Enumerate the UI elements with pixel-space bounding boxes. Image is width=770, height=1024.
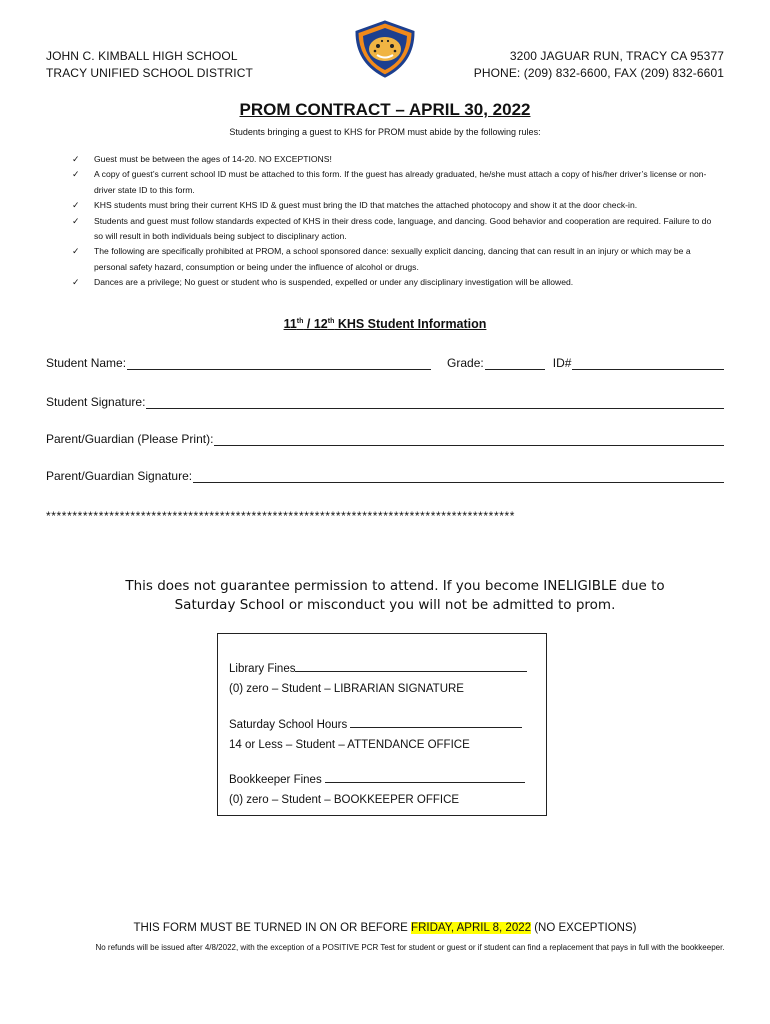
parent-print-label: Parent/Guardian (Please Print): [46,432,214,446]
student-name-label: Student Name: [46,356,127,370]
bookkeeper-fines-label: Bookkeeper Fines [229,774,325,786]
rule-item [72,214,722,245]
district-name: TRACY UNIFIED SCHOOL DISTRICT [46,66,253,80]
rule-item [72,244,722,275]
student-name-field[interactable] [127,356,431,370]
rule-item [72,275,722,290]
parent-signature-row [46,469,724,483]
parent-print-row [46,432,724,446]
eligibility-notice [0,577,770,615]
clearance-item [229,715,522,755]
rule-item [72,198,722,213]
clearance-item [229,659,527,699]
separator-stars: ***************************************************************************************** [46,509,516,523]
checkmark-icon: ✓ [72,200,80,211]
contact-header [474,48,724,82]
checkmark-icon: ✓ [72,246,80,257]
notice-line-1: This does not guarantee permission to attend. If you become INELIGIBLE due to [125,578,665,594]
notice-line-2: Saturday School or misconduct you will not be admitted to prom. [174,597,616,613]
clearance-box [217,633,547,816]
rules-intro: Students bringing a guest to KHS for PROM must abide by the following rules: [229,127,541,137]
student-info-heading: 11th / 12th KHS Student Information [283,317,487,331]
school-header [46,48,253,82]
rule-text: KHS students must bring their current KHS ID & guest must bring the ID that matches the attached photocopy and show it at the door check-in. [94,200,638,211]
jaguar-crest-logo-icon [353,20,417,78]
deadline-date: FRIDAY, APRIL 8, 2022 [411,922,532,934]
library-fines-field[interactable] [295,659,527,672]
parent-print-field[interactable] [214,432,724,446]
rule-text: A copy of guest’s current school ID must be attached to this form. If the guest has already graduated, he/she must attach a copy of his/her driver’s license or non-driver state ID to this form. [94,169,707,195]
id-field[interactable] [572,356,724,370]
rule-item [72,167,722,198]
deadline-notice: THIS FORM MUST BE TURNED IN ON OR BEFORE FRIDAY, APRIL 8, 2022 (NO EXCEPTIONS) [133,922,637,934]
id-label: ID# [552,356,572,370]
checkmark-icon: ✓ [72,154,80,164]
saturday-school-requirement: 14 or Less – Student – ATTENDANCE OFFICE [229,739,470,751]
checkmark-icon: ✓ [72,215,80,226]
clearance-item [229,770,525,810]
rule-text: Students and guest must follow standards expected of KHS in their dress code, language, and dancing. Good behavior and cooperation are required. Failure to do so will result in both individuals being subject to disciplinary action. [94,215,712,242]
rule-item [72,152,722,167]
school-phone: PHONE: (209) 832-6600, FAX (209) 832-6601 [473,66,724,80]
checkmark-icon: ✓ [72,169,80,180]
rule-text: Dances are a privilege; No guest or student who is suspended, expelled or under any disciplinary investigation will be allowed. [94,277,574,288]
library-fines-requirement: (0) zero – Student – LIBRARIAN SIGNATURE [229,683,464,695]
school-address: 3200 JAGUAR RUN, TRACY CA 95377 [509,49,724,63]
grade-label: Grade: [447,356,484,370]
rule-text: Guest must be between the ages of 14-20. NO EXCEPTIONS! [94,154,332,164]
grade-field[interactable] [485,356,545,370]
refund-policy: No refunds will be issued after 4/8/2022, with the exception of a POSITIVE PCR Test for student or guest or if student can find a replacement that pays in full with the bookkeeper. [95,943,725,952]
checkmark-icon: ✓ [72,277,80,288]
bookkeeper-fines-field[interactable] [325,770,525,783]
school-name: JOHN C. KIMBALL HIGH SCHOOL [46,49,238,63]
saturday-school-field[interactable] [350,715,522,728]
library-fines-label: Library Fines [229,663,296,675]
rule-text: The following are specifically prohibited at PROM, a school sponsored dance: sexually explicit dancing, dancing that can result in an injury or which may be a personal safety hazard, consumption or being under the influence of alcohol or drugs. [94,246,691,272]
saturday-school-label: Saturday School Hours [229,719,351,731]
parent-signature-field[interactable] [193,469,724,483]
bookkeeper-fines-requirement: (0) zero – Student – BOOKKEEPER OFFICE [229,794,460,806]
student-name-row [46,356,724,370]
rules-list [72,152,722,291]
student-signature-row [46,395,724,409]
parent-signature-label: Parent/Guardian Signature: [46,469,193,483]
student-signature-label: Student Signature: [46,395,146,409]
page-title: PROM CONTRACT – APRIL 30, 2022 [239,100,531,119]
student-signature-field[interactable] [146,395,724,409]
